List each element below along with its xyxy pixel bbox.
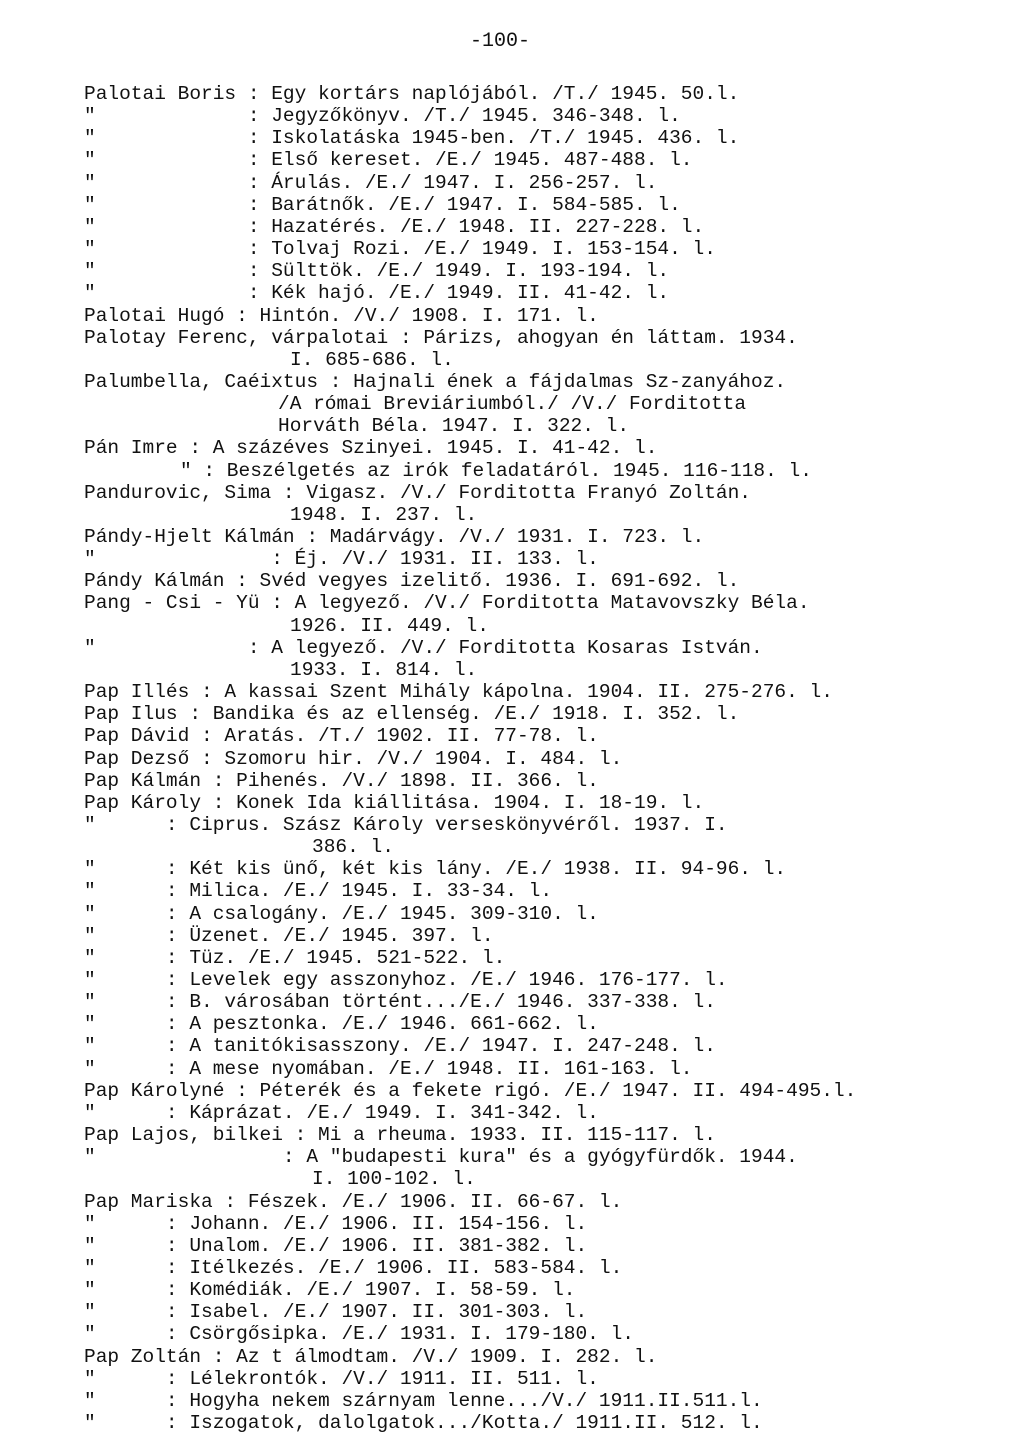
entry-continuation-line: I. 685-686. l. bbox=[290, 348, 454, 371]
entry-line: Pap Dezső : Szomoru hir. /V./ 1904. I. 484. l. bbox=[84, 747, 623, 770]
entry-continuation-line: " : Tüz. /E./ 1945. 521-522. l. bbox=[84, 946, 506, 969]
entry-line: Palotai Hugó : Hintón. /V./ 1908. I. 171. l. bbox=[84, 304, 599, 327]
entry-continuation-line: " : Kék hajó. /E./ 1949. II. 41-42. l. bbox=[84, 282, 670, 305]
entry-continuation-line: 1926. II. 449. l. bbox=[290, 614, 489, 637]
entry-continuation-line: Horváth Béla. 1947. I. 322. l. bbox=[278, 415, 630, 438]
entry-line: Pap Zoltán : Az t álmodtam. /V./ 1909. I. 282. l. bbox=[84, 1345, 658, 1368]
entry-continuation-line: " : A csalogány. /E./ 1945. 309-310. l. bbox=[84, 902, 599, 925]
entry-continuation-line: " : Lélekrontók. /V./ 1911. II. 511. l. bbox=[84, 1367, 599, 1390]
page-number: -100- bbox=[469, 30, 530, 53]
entry-line: Pap Kálmán : Pihenés. /V./ 1898. II. 366. l. bbox=[84, 769, 599, 792]
entry-continuation-line: " : Barátnők. /E./ 1947. I. 584-585. l. bbox=[84, 193, 681, 216]
entry-line: Palotai Boris : Egy kortárs naplójából. /T./ 1945. 50.l. bbox=[84, 83, 740, 105]
entry-continuation-line: " : Hogyha nekem szárnyam lenne.../V./ 1911.II.511.l. bbox=[84, 1389, 763, 1412]
entry-continuation-line: I. 100-102. l. bbox=[312, 1168, 476, 1191]
entry-continuation-line: " : Csörgősipka. /E./ 1931. I. 179-180. l. bbox=[84, 1323, 634, 1346]
entry-continuation-line: /A római Breviáriumból./ /V./ Forditotta bbox=[278, 393, 747, 416]
entry-continuation-line: " : B. városában történt.../E./ 1946. 337-338. l. bbox=[84, 991, 716, 1014]
entry-line: Pang - Csi - Yü : A legyező. /V./ Forditotta Matavovszky Béla. bbox=[84, 592, 810, 615]
entry-line: Pán Imre : A százéves Szinyei. 1945. I. 41-42. l. bbox=[84, 437, 658, 460]
entry-continuation-line: " : Árulás. /E./ 1947. I. 256-257. l. bbox=[84, 171, 658, 194]
entry-continuation-line: " : A tanitókisasszony. /E./ 1947. I. 247-248. l. bbox=[84, 1035, 716, 1058]
entry-continuation-line: " : Itélkezés. /E./ 1906. II. 583-584. l. bbox=[84, 1256, 623, 1279]
entry-continuation-line: " : A mese nyomában. /E./ 1948. II. 161-163. l. bbox=[84, 1057, 693, 1080]
entry-continuation-line: " : Ciprus. Szász Károly verseskönyvéről. 1937. I. bbox=[84, 813, 728, 836]
entry-continuation-line: " : A "budapesti kura" és a gyógyfürdők. 1944. bbox=[84, 1146, 798, 1169]
entry-line: Pándy Kálmán : Svéd vegyes izelitő. 1936. I. 691-692. l. bbox=[84, 570, 740, 593]
entry-line: Palumbella, Caéixtus : Hajnali ének a fájdalmas Sz-zanyához. bbox=[84, 370, 787, 393]
entry-continuation-line: 1933. I. 814. l. bbox=[290, 658, 478, 681]
entry-continuation-line: " : Káprázat. /E./ 1949. I. 341-342. l. bbox=[84, 1101, 599, 1124]
entry-continuation-line: " : A pesztonka. /E./ 1946. 661-662. l. bbox=[84, 1013, 599, 1036]
entry-continuation-line: " : Első kereset. /E./ 1945. 487-488. l. bbox=[84, 149, 693, 172]
entry-continuation-line: 1948. I. 237. l. bbox=[290, 503, 478, 526]
entry-continuation-line: " : Beszélgetés az irók feladatáról. 1945. 116-118. l. bbox=[180, 459, 812, 482]
entry-continuation-line: " : Milica. /E./ 1945. I. 33-34. l. bbox=[84, 880, 553, 903]
entry-line: Pap Károly : Konek Ida kiállitása. 1904. I. 18-19. l. bbox=[84, 791, 705, 814]
entry-line: Palotay Ferenc, várpalotai : Párizs, ahogyan én láttam. 1934. bbox=[84, 326, 798, 349]
entry-line: Pap Dávid : Aratás. /T./ 1902. II. 77-78. l. bbox=[84, 725, 599, 748]
entry-continuation-line: " : Komédiák. /E./ 1907. I. 58-59. l. bbox=[84, 1279, 576, 1302]
entry-continuation-line: " : Hazatérés. /E./ 1948. II. 227-228. l. bbox=[84, 215, 705, 238]
entry-continuation-line: 386. l. bbox=[312, 836, 394, 859]
entry-continuation-line: " : Tolvaj Rozi. /E./ 1949. I. 153-154. l. bbox=[84, 238, 716, 261]
entry-continuation-line: " : Isabel. /E./ 1907. II. 301-303. l. bbox=[84, 1301, 588, 1324]
entry-continuation-line: " : Johann. /E./ 1906. II. 154-156. l. bbox=[84, 1212, 588, 1235]
entry-continuation-line: " : Unalom. /E./ 1906. II. 381-382. l. bbox=[84, 1234, 588, 1257]
entry-continuation-line: " : Üzenet. /E./ 1945. 397. l. bbox=[84, 924, 494, 947]
entry-line: Pap Ilus : Bandika és az ellenség. /E./ 1918. I. 352. l. bbox=[84, 703, 740, 726]
entry-line: Pandurovic, Sima : Vigasz. /V./ Forditotta Franyó Zoltán. bbox=[84, 481, 752, 504]
entry-continuation-line: " : Két kis ünő, két kis lány. /E./ 1938. II. 94-96. l. bbox=[84, 858, 787, 881]
entry-continuation-line: " : Jegyzőkönyv. /T./ 1945. 346-348. l. bbox=[84, 105, 681, 128]
entry-continuation-line: " : Sülttök. /E./ 1949. I. 193-194. l. bbox=[84, 260, 670, 283]
entry-line: Pap Károlyné : Péterék és a fekete rigó. /E./ 1947. II. 494-495.l. bbox=[84, 1079, 857, 1102]
entry-continuation-line: " : A legyező. /V./ Forditotta Kosaras István. bbox=[84, 636, 763, 659]
entry-line: Pándy-Hjelt Kálmán : Madárvágy. /V./ 1931. I. 723. l. bbox=[84, 526, 705, 548]
entry-continuation-line: " : Levelek egy asszonyhoz. /E./ 1946. 176-177. l. bbox=[84, 969, 728, 991]
entry-continuation-line: " : Iszogatok, dalolgatok.../Kotta./ 1911.II. 512. l. bbox=[84, 1412, 763, 1434]
entry-continuation-line: " : Iskolatáska 1945-ben. /T./ 1945. 436. l. bbox=[84, 127, 740, 150]
entry-line: Pap Lajos, bilkei : Mi a rheuma. 1933. II. 115-117. l. bbox=[84, 1124, 716, 1147]
entry-line: Pap Mariska : Fészek. /E./ 1906. II. 66-67. l. bbox=[84, 1190, 623, 1213]
entry-line: Pap Illés : A kassai Szent Mihály kápolna. 1904. II. 275-276. l. bbox=[84, 681, 833, 704]
entry-continuation-line: " : Éj. /V./ 1931. II. 133. l. bbox=[84, 548, 599, 571]
